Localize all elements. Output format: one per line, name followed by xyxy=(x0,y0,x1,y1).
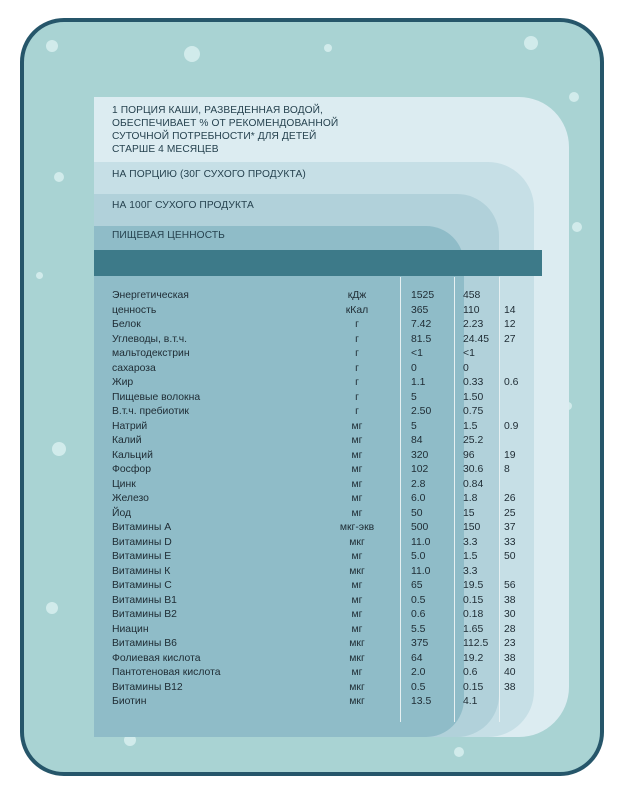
daily-need-percent: 14 xyxy=(504,304,516,316)
unit: мг xyxy=(351,667,363,678)
value-per-portion: 1.8 xyxy=(463,493,478,504)
nutrient-name: мальтодекстрин xyxy=(112,348,190,359)
unit: мг xyxy=(351,551,363,562)
value-per-100g: 2.50 xyxy=(411,406,432,417)
nutrient-name: Йод xyxy=(112,507,132,519)
value-per-portion: 112.5 xyxy=(463,638,489,649)
table-row xyxy=(112,333,542,348)
unit: мг xyxy=(351,609,363,620)
value-per-portion: 19.2 xyxy=(463,652,484,664)
unit: мг xyxy=(351,449,363,461)
value-per-portion: 0.15 xyxy=(463,681,484,693)
table-row xyxy=(112,434,542,449)
unit: кКал xyxy=(345,304,369,316)
unit: мкг xyxy=(349,652,365,664)
value-per-100g: 50 xyxy=(411,507,423,519)
value-per-portion: 458 xyxy=(463,290,481,301)
table-row xyxy=(112,623,542,638)
nutrient-name: Железо xyxy=(112,493,149,504)
unit: мкг-экв xyxy=(339,522,375,533)
nutrient-name: Белок xyxy=(112,319,141,330)
value-per-portion: 1.65 xyxy=(463,623,484,635)
nutrient-name: Витамины К xyxy=(112,565,171,577)
value-per-100g: 365 xyxy=(411,304,429,316)
nutrition-table xyxy=(112,289,542,710)
daily-need-percent: 19 xyxy=(504,449,516,461)
nutrient-name: Пантотеновая кислота xyxy=(112,667,221,678)
value-per-100g: 65 xyxy=(411,580,423,591)
table-row xyxy=(112,521,542,536)
unit: кДж xyxy=(347,290,367,301)
nutrient-name: Пищевые волокна xyxy=(112,391,201,403)
unit: г xyxy=(355,406,359,417)
value-per-portion: 0.84 xyxy=(463,478,484,490)
value-per-portion: 0 xyxy=(463,362,469,374)
nutrient-name: Биотин xyxy=(112,696,147,707)
snow-dot xyxy=(184,46,200,62)
value-per-portion: 30.6 xyxy=(463,464,484,475)
value-per-portion: 4.1 xyxy=(463,696,478,707)
table-row xyxy=(112,608,542,623)
table-row xyxy=(112,304,542,319)
table-row xyxy=(112,652,542,667)
value-per-100g: 1525 xyxy=(411,290,435,301)
table-row xyxy=(112,565,542,580)
daily-need-percent: 38 xyxy=(504,652,516,664)
table-row xyxy=(112,536,542,551)
value-per-100g: 500 xyxy=(411,522,429,533)
unit: мг xyxy=(351,623,363,635)
value-per-100g: 64 xyxy=(411,652,423,664)
nutrient-name: Витамины А xyxy=(112,522,172,533)
daily-need-percent: 33 xyxy=(504,536,516,548)
value-per-100g: 5 xyxy=(411,420,417,432)
value-per-100g: 81.5 xyxy=(411,333,432,345)
snow-dot xyxy=(36,272,43,279)
value-per-portion: 15 xyxy=(463,507,475,519)
unit: мг xyxy=(351,594,363,606)
daily-need-percent: 27 xyxy=(504,333,516,345)
table-row xyxy=(112,420,542,435)
unit: мг xyxy=(351,580,363,591)
nutrient-name: Витамины В1 xyxy=(112,594,177,606)
value-per-portion: 2.23 xyxy=(463,319,484,330)
daily-need-percent: 0.9 xyxy=(504,420,519,432)
unit: г xyxy=(355,319,359,330)
snow-dot xyxy=(46,602,58,614)
snow-dot xyxy=(454,747,464,757)
value-per-portion: 96 xyxy=(463,449,475,461)
table-row xyxy=(112,405,542,420)
unit: мг xyxy=(351,435,363,446)
portion-daily-need-header: 1 ПОРЦИЯ КАШИ, РАЗВЕДЕННАЯ ВОДОЙ, ОБЕСПЕЧИВАЕТ % ОТ РЕКОМЕНДОВАННОЙ СУТОЧНОЙ ПОТРЕБНОСТИ* ДЛЯ ДЕТЕЙ СТАРШЕ 4 МЕСЯЦЕВ xyxy=(112,105,339,155)
table-row xyxy=(112,666,542,681)
value-per-100g: 0.6 xyxy=(411,609,426,620)
nutrient-name: Энергетическая xyxy=(112,290,189,301)
nutrient-name: Витамины В12 xyxy=(112,681,183,693)
value-per-portion: 0.75 xyxy=(463,406,484,417)
table-row xyxy=(112,695,542,710)
nutrient-name: В.т.ч. пребиотик xyxy=(112,406,189,417)
unit: г xyxy=(355,391,359,403)
value-per-portion: 150 xyxy=(463,522,481,533)
nutrient-name: Ниацин xyxy=(112,623,149,635)
unit: мг xyxy=(351,493,363,504)
snow-dot xyxy=(46,40,58,52)
snow-dot xyxy=(572,222,582,232)
daily-need-percent: 40 xyxy=(504,667,516,678)
nutrient-name: Цинк xyxy=(112,478,136,490)
table-row xyxy=(112,507,542,522)
table-row xyxy=(112,478,542,493)
table-row xyxy=(112,681,542,696)
daily-need-percent: 37 xyxy=(504,522,516,533)
table-row xyxy=(112,637,542,652)
unit: мг xyxy=(351,478,363,490)
value-per-100g: 11.0 xyxy=(411,536,431,548)
unit: г xyxy=(355,333,359,345)
value-per-100g: 375 xyxy=(411,638,429,649)
daily-need-percent: 50 xyxy=(504,551,516,562)
table-row xyxy=(112,492,542,507)
table-row xyxy=(112,318,542,333)
nutrient-name: ценность xyxy=(112,304,157,316)
value-per-100g: 1.1 xyxy=(411,377,426,388)
value-per-portion: 0.18 xyxy=(463,609,484,620)
nutrient-name: Витамины В2 xyxy=(112,609,177,620)
table-row xyxy=(112,594,542,609)
header-band xyxy=(94,250,542,276)
nutrient-name: Жир xyxy=(112,377,134,388)
value-per-100g: 6.0 xyxy=(411,493,426,504)
value-per-100g: 5.5 xyxy=(411,623,426,635)
value-per-100g: 2.0 xyxy=(411,667,426,678)
value-per-portion: 24.45 xyxy=(463,333,490,345)
unit: г xyxy=(355,377,359,388)
nutrient-name: Натрий xyxy=(112,420,148,432)
daily-need-percent: 23 xyxy=(504,638,516,649)
daily-need-percent: 28 xyxy=(504,623,516,635)
table-row xyxy=(112,550,542,565)
per-portion-header: НА ПОРЦИЮ (30Г СУХОГО ПРОДУКТА) xyxy=(112,169,306,180)
daily-need-percent: 8 xyxy=(504,464,510,475)
nutrient-name: Калий xyxy=(112,435,142,446)
daily-need-percent: 30 xyxy=(504,609,516,620)
nutrition-value-header: ПИЩЕВАЯ ЦЕННОСТЬ xyxy=(112,230,225,241)
value-per-portion: 1.5 xyxy=(463,420,478,432)
value-per-portion: 1.50 xyxy=(463,391,484,403)
nutrient-name: Фолиевая кислота xyxy=(112,652,201,664)
daily-need-percent: 26 xyxy=(504,493,516,504)
value-per-portion: 19.5 xyxy=(463,580,484,591)
table-row xyxy=(112,449,542,464)
value-per-portion: 1.5 xyxy=(463,551,478,562)
daily-need-percent: 12 xyxy=(504,319,516,330)
unit: мкг xyxy=(349,696,365,707)
nutrient-name: Витамины В6 xyxy=(112,638,177,649)
table-row xyxy=(112,579,542,594)
value-per-100g: 102 xyxy=(411,464,429,475)
value-per-100g: 5 xyxy=(411,391,417,403)
value-per-100g: 0.5 xyxy=(411,681,426,693)
value-per-100g: 2.8 xyxy=(411,478,426,490)
daily-need-percent: 25 xyxy=(504,507,516,519)
nutrient-name: Витамины Е xyxy=(112,551,172,562)
snow-dot xyxy=(54,172,64,182)
unit: мкг xyxy=(349,536,365,548)
table-row xyxy=(112,347,542,362)
table-row xyxy=(112,376,542,391)
value-per-portion: 0.33 xyxy=(463,377,484,388)
unit: мкг xyxy=(349,565,365,577)
daily-need-percent: 38 xyxy=(504,681,516,693)
value-per-portion: 3.3 xyxy=(463,536,478,548)
value-per-portion: 110 xyxy=(463,304,480,316)
value-per-portion: 0.15 xyxy=(463,594,484,606)
unit: мг xyxy=(351,420,363,432)
snow-dot xyxy=(52,442,66,456)
unit: г xyxy=(355,348,359,359)
value-per-100g: 0.5 xyxy=(411,594,426,606)
value-per-100g: 7.42 xyxy=(411,319,432,330)
value-per-portion: 3.3 xyxy=(463,565,478,577)
nutrient-name: Кальций xyxy=(112,449,153,461)
value-per-portion: <1 xyxy=(463,348,475,359)
table-row xyxy=(112,463,542,478)
value-per-100g: 320 xyxy=(411,449,429,461)
value-per-100g: 13.5 xyxy=(411,696,432,707)
nutrient-name: Витамины D xyxy=(112,536,172,548)
daily-need-percent: 0.6 xyxy=(504,377,519,388)
snow-dot xyxy=(324,44,332,52)
nutrition-card xyxy=(20,18,604,776)
value-per-portion: 0.6 xyxy=(463,667,478,678)
daily-need-percent: 56 xyxy=(504,580,516,591)
unit: мкг xyxy=(349,681,365,693)
value-per-100g: 11.0 xyxy=(411,565,431,577)
unit: мг xyxy=(351,507,363,519)
snow-dot xyxy=(524,36,538,50)
nutrient-name: сахароза xyxy=(112,362,156,374)
value-per-100g: 5.0 xyxy=(411,551,426,562)
unit: г xyxy=(355,362,359,374)
unit: мг xyxy=(351,464,363,475)
nutrient-name: Фосфор xyxy=(112,464,151,475)
daily-need-percent: 38 xyxy=(504,594,516,606)
table-row xyxy=(112,289,542,304)
value-per-100g: 84 xyxy=(411,435,423,446)
table-row xyxy=(112,362,542,377)
per-100g-header: НА 100Г СУХОГО ПРОДУКТА xyxy=(112,200,254,211)
value-per-100g: 0 xyxy=(411,362,417,374)
value-per-100g: <1 xyxy=(411,348,423,359)
value-per-portion: 25.2 xyxy=(463,435,484,446)
nutrient-name: Витамины С xyxy=(112,580,172,591)
unit: мкг xyxy=(349,638,365,649)
table-row xyxy=(112,391,542,406)
nutrient-name: Углеводы, в.т.ч. xyxy=(112,333,187,345)
snow-dot xyxy=(569,92,579,102)
